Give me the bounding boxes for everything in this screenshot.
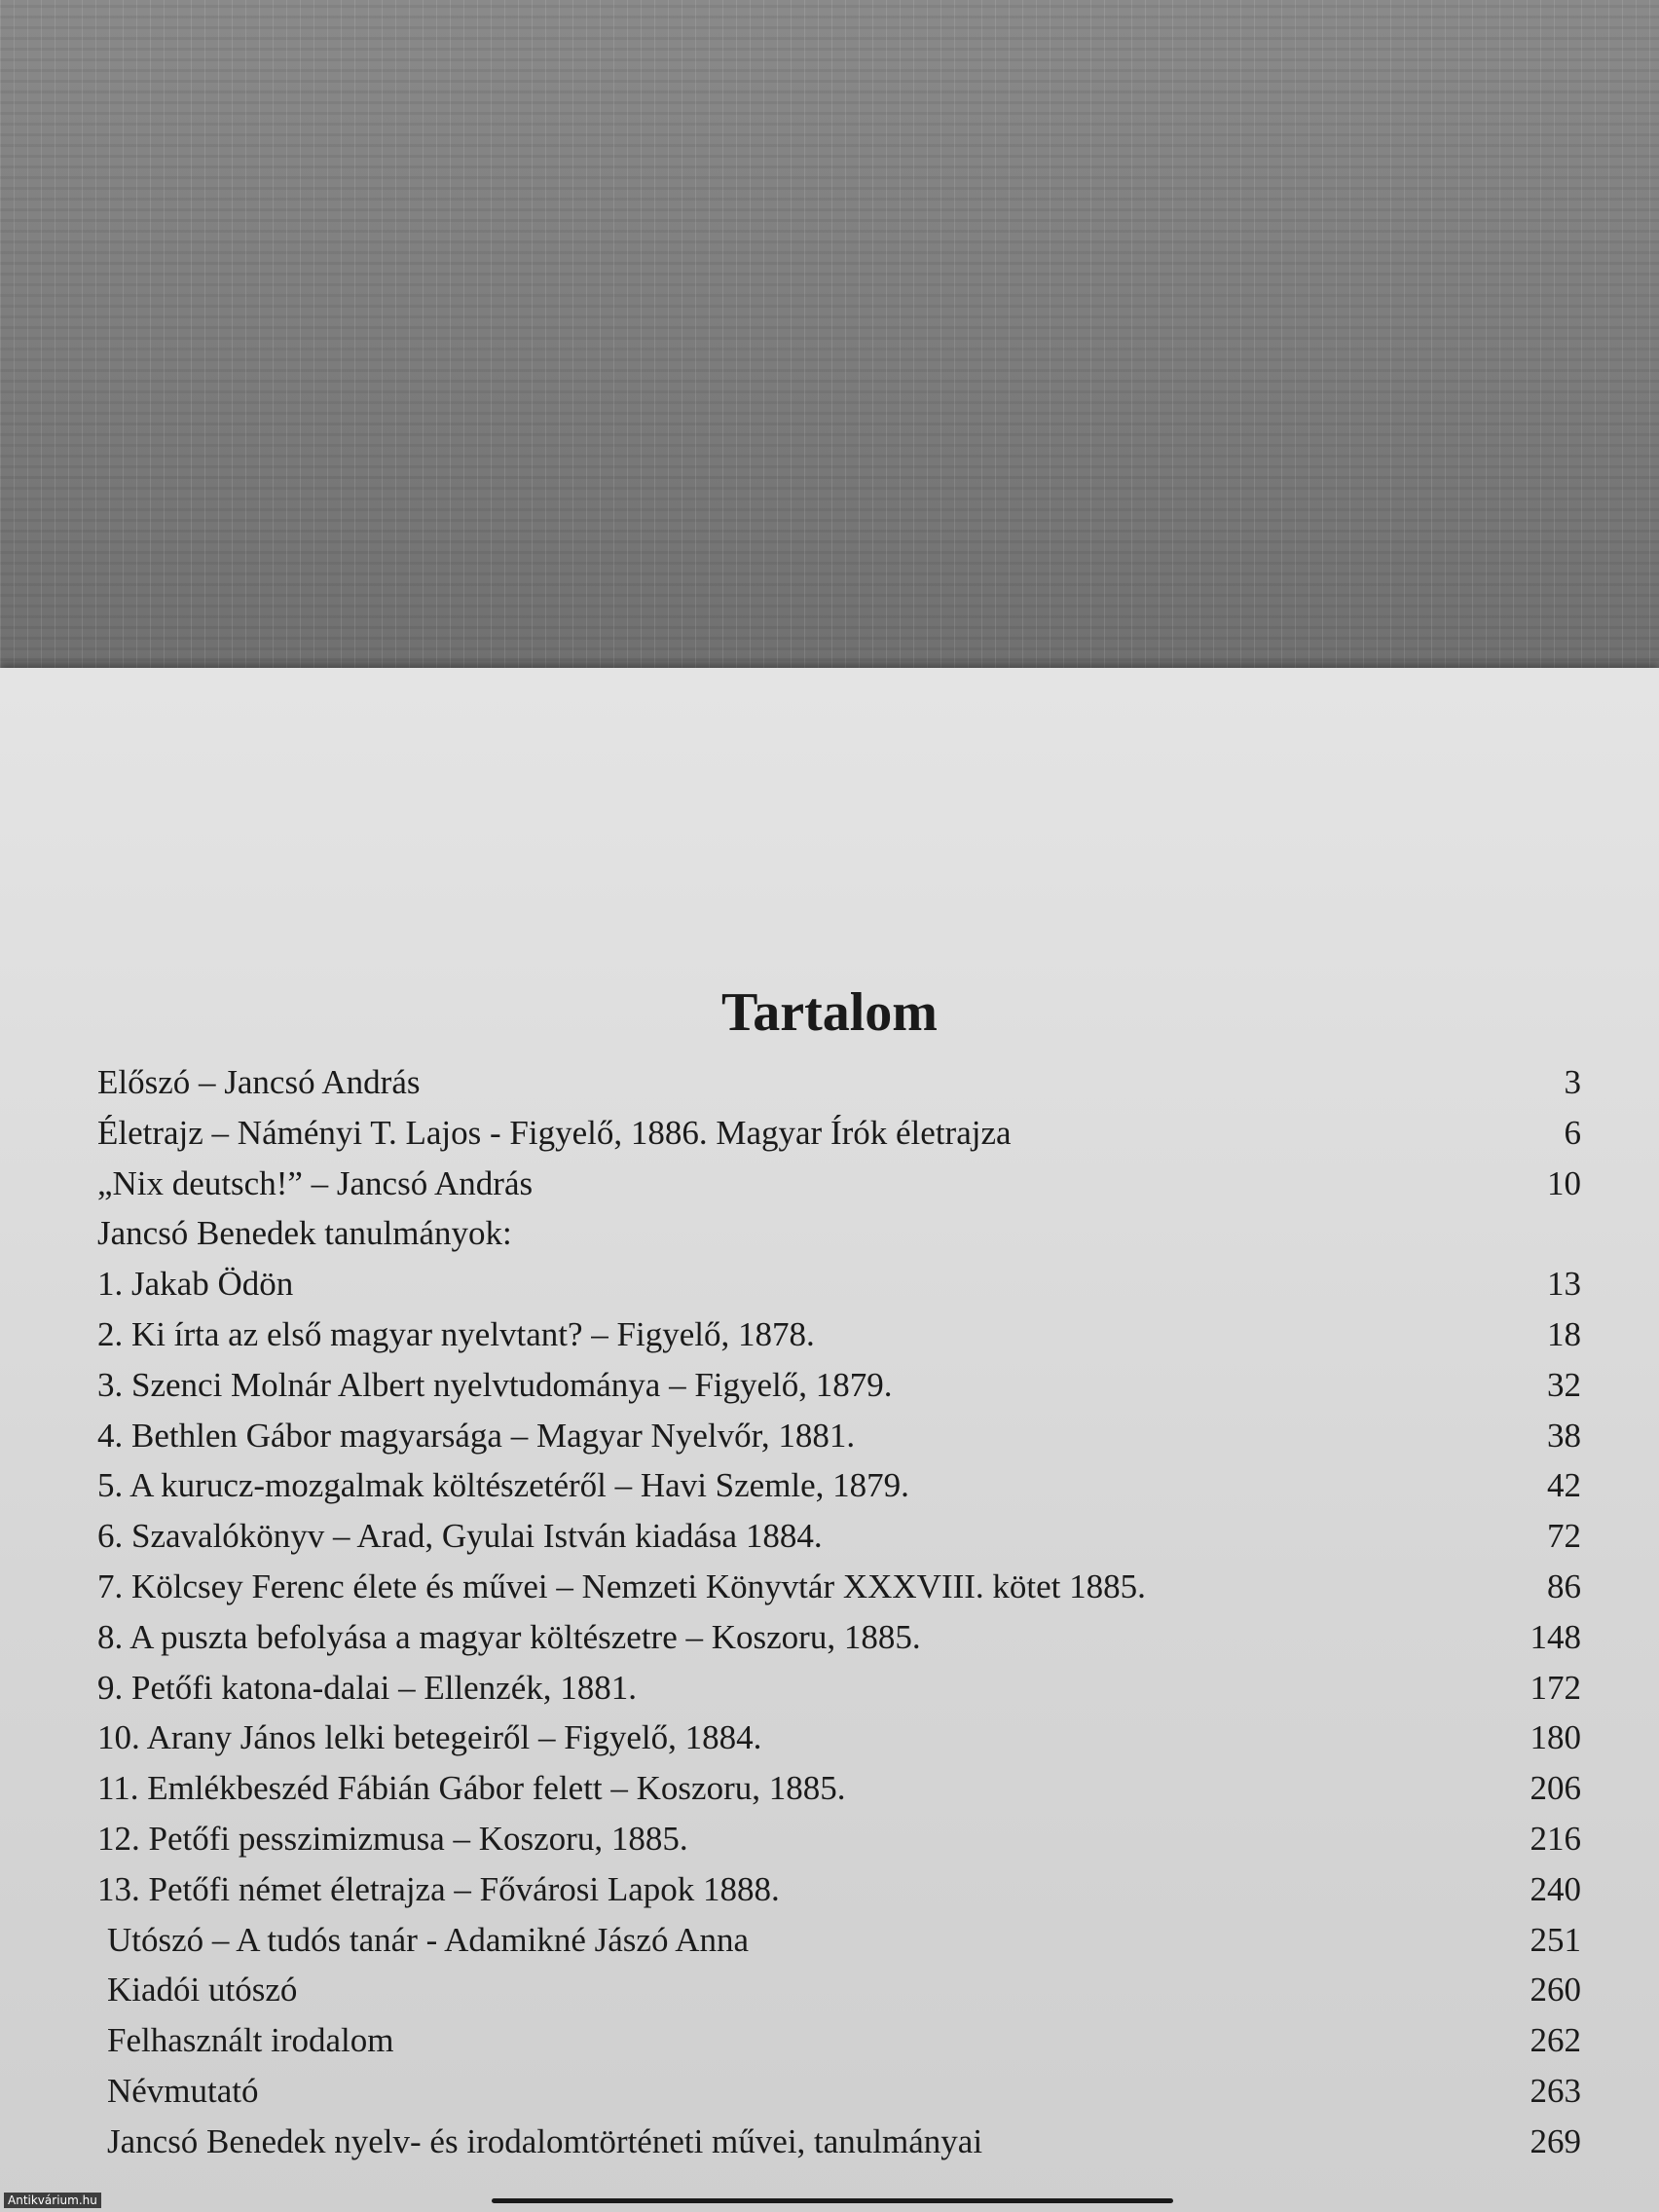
toc-entry-page: 269 bbox=[1530, 2121, 1581, 2160]
toc-entry-title: 8. A puszta befolyása a magyar költészetre – Koszoru, 1885. bbox=[97, 1617, 921, 1656]
toc-entry bbox=[97, 1466, 1581, 1517]
table-of-contents bbox=[97, 1063, 1581, 2173]
toc-entry-page: 172 bbox=[1530, 1668, 1581, 1707]
watermark: Antikvárium.hu bbox=[4, 2193, 101, 2208]
toc-entry-title: 13. Petőfi német életrajza – Fővárosi Lapok 1888. bbox=[97, 1869, 780, 1908]
toc-entry-title: 10. Arany János lelki betegeiről – Figyelő, 1884. bbox=[97, 1718, 762, 1757]
toc-entry-page: 32 bbox=[1547, 1365, 1581, 1404]
toc-entry bbox=[97, 1114, 1581, 1164]
toc-entry bbox=[97, 1315, 1581, 1366]
toc-entry bbox=[97, 1214, 1581, 1265]
toc-entry-page: 260 bbox=[1530, 1971, 1581, 2009]
toc-entry bbox=[97, 1366, 1581, 1417]
toc-entry-page: 3 bbox=[1564, 1063, 1581, 1101]
toc-entry-page: 6 bbox=[1564, 1113, 1581, 1152]
toc-entry-title: Kiadói utószó bbox=[107, 1971, 298, 2009]
toc-entry bbox=[97, 1618, 1581, 1669]
toc-entry bbox=[97, 1517, 1581, 1567]
toc-entry-page: 263 bbox=[1530, 2071, 1581, 2110]
toc-entry-title: 1. Jakab Ödön bbox=[97, 1265, 294, 1304]
toc-entry-title: 11. Emlékbeszéd Fábián Gábor felett – Koszoru, 1885. bbox=[97, 1769, 846, 1808]
toc-entry-title: 7. Kölcsey Ferenc élete és művei – Nemzeti Könyvtár XXXVIII. kötet 1885. bbox=[97, 1567, 1146, 1605]
toc-entry-title: 9. Petőfi katona-dalai – Ellenzék, 1881. bbox=[97, 1668, 638, 1707]
toc-entry-page: 251 bbox=[1530, 1920, 1581, 1959]
toc-entry-title: 4. Bethlen Gábor magyarsága – Magyar Nyelvőr, 1881. bbox=[97, 1416, 856, 1455]
toc-entry bbox=[97, 1870, 1581, 1921]
toc-entry-title: 5. A kurucz-mozgalmak költészetéről – Havi Szemle, 1879. bbox=[97, 1466, 909, 1505]
toc-entry bbox=[97, 1567, 1581, 1618]
page-title: Tartalom bbox=[721, 981, 938, 1043]
toc-entry-title: Jancsó Benedek nyelv- és irodalomtörténeti művei, tanulmányai bbox=[107, 2121, 983, 2160]
toc-entry-page: 10 bbox=[1547, 1163, 1581, 1202]
toc-entry-title: „Nix deutsch!” – Jancsó András bbox=[97, 1163, 534, 1202]
toc-entry bbox=[97, 1921, 1581, 1972]
toc-entry-title: Életrajz – Náményi T. Lajos - Figyelő, 1886. Magyar Írók életrajza bbox=[97, 1113, 1012, 1152]
toc-entry-title: 12. Petőfi pesszimizmusa – Koszoru, 1885. bbox=[97, 1819, 688, 1858]
toc-entry-title: Felhasznált irodalom bbox=[107, 2021, 394, 2060]
toc-entry bbox=[97, 1669, 1581, 1719]
toc-entry-page: 72 bbox=[1547, 1517, 1581, 1556]
toc-entry bbox=[97, 1718, 1581, 1769]
toc-entry bbox=[97, 1769, 1581, 1820]
toc-entry bbox=[97, 1265, 1581, 1315]
toc-entry-page: 262 bbox=[1530, 2021, 1581, 2060]
bottom-rule bbox=[492, 2198, 1173, 2203]
toc-entry bbox=[97, 2021, 1581, 2072]
toc-entry-title: 3. Szenci Molnár Albert nyelvtudománya – Figyelő, 1879. bbox=[97, 1365, 893, 1404]
toc-entry-page: 42 bbox=[1547, 1466, 1581, 1505]
toc-entry bbox=[97, 2122, 1581, 2173]
toc-entry-title: Névmutató bbox=[107, 2071, 259, 2110]
toc-entry-title: Jancsó Benedek tanulmányok: bbox=[97, 1214, 512, 1253]
toc-entry-page: 240 bbox=[1530, 1869, 1581, 1908]
toc-entry-title: Utószó – A tudós tanár - Adamikné Jászó Anna bbox=[107, 1920, 750, 1959]
toc-entry-page: 38 bbox=[1547, 1416, 1581, 1455]
book-page bbox=[0, 668, 1659, 2212]
toc-entry-page: 216 bbox=[1530, 1819, 1581, 1858]
toc-entry bbox=[97, 1164, 1581, 1215]
toc-entry-title: 2. Ki írta az első magyar nyelvtant? – Figyelő, 1878. bbox=[97, 1314, 815, 1353]
toc-entry-page: 180 bbox=[1530, 1718, 1581, 1757]
toc-entry-page: 206 bbox=[1530, 1769, 1581, 1808]
toc-entry bbox=[97, 1417, 1581, 1467]
toc-entry-page: 148 bbox=[1530, 1617, 1581, 1656]
wood-background bbox=[0, 0, 1659, 672]
toc-entry-page: 18 bbox=[1547, 1314, 1581, 1353]
toc-entry-page: 13 bbox=[1547, 1265, 1581, 1304]
toc-entry bbox=[97, 1971, 1581, 2021]
toc-entry bbox=[97, 1820, 1581, 1870]
toc-entry bbox=[97, 2072, 1581, 2122]
toc-entry bbox=[97, 1063, 1581, 1114]
toc-entry-page: 86 bbox=[1547, 1567, 1581, 1605]
toc-entry-title: Előszó – Jancsó András bbox=[97, 1063, 421, 1101]
toc-entry-title: 6. Szavalókönyv – Arad, Gyulai István kiadása 1884. bbox=[97, 1517, 823, 1556]
